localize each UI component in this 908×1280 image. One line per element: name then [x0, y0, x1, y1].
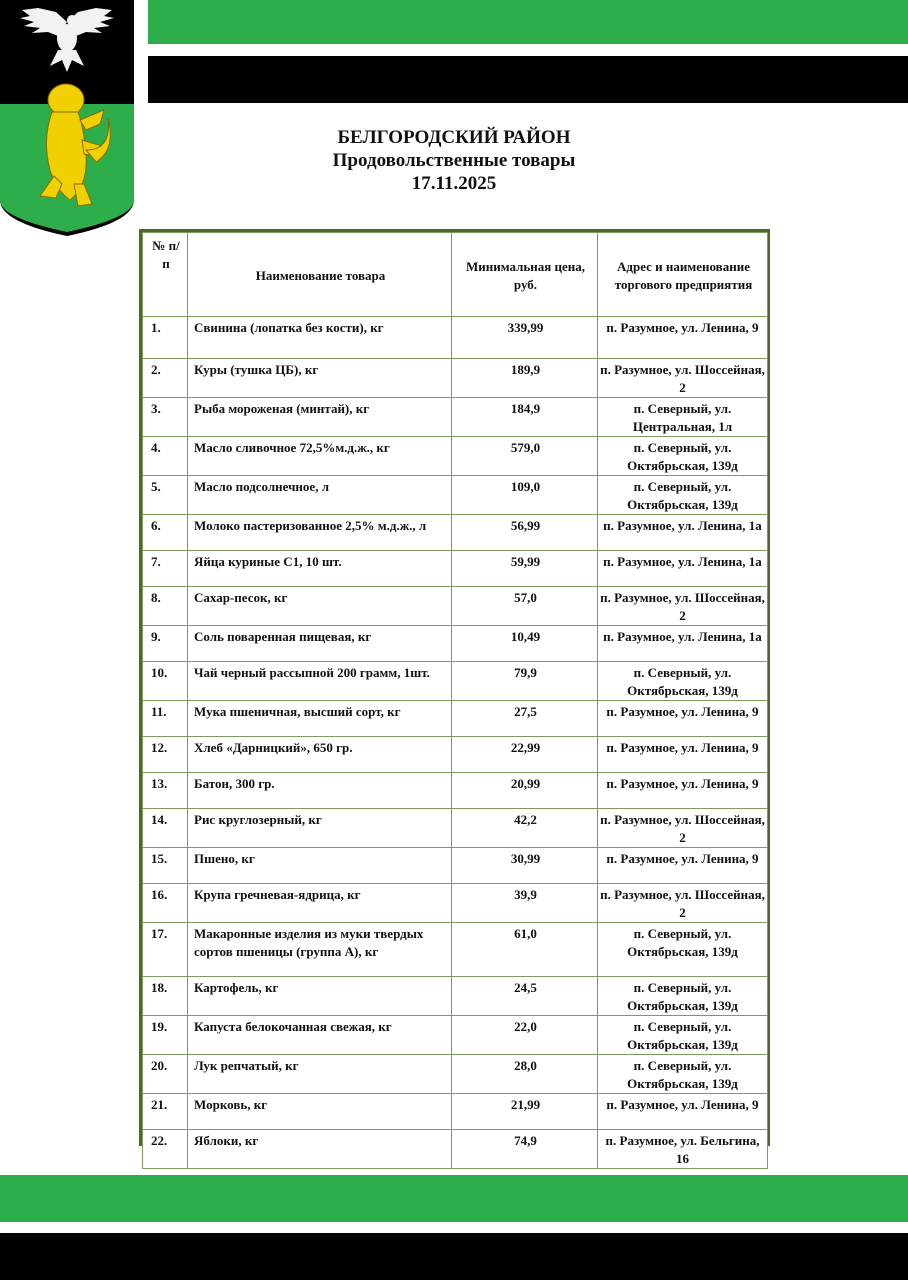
- table-row: [143, 737, 768, 773]
- product-name: Куры (тушка ЦБ), кг: [188, 359, 452, 398]
- bottom-black-band: [0, 1233, 908, 1280]
- table-row: [143, 662, 768, 701]
- product-name: Свинина (лопатка без кости), кг: [188, 317, 452, 359]
- table-row: [143, 809, 768, 848]
- row-number: 16.: [143, 884, 188, 923]
- row-number: 12.: [143, 737, 188, 773]
- store-address: п. Разумное, ул. Шоссейная, 2: [598, 587, 768, 626]
- product-name: Яблоки, кг: [188, 1130, 452, 1169]
- min-price: 42,2: [452, 809, 598, 848]
- store-address: п. Разумное, ул. Бельгина, 16: [598, 1130, 768, 1169]
- row-number: 10.: [143, 662, 188, 701]
- store-address: п. Разумное, ул. Ленина, 9: [598, 1094, 768, 1130]
- min-price: 39,9: [452, 884, 598, 923]
- price-table: [142, 232, 768, 1169]
- product-name: Батон, 300 гр.: [188, 773, 452, 809]
- min-price: 10,49: [452, 626, 598, 662]
- table-row: [143, 1094, 768, 1130]
- product-name: Лук репчатый, кг: [188, 1055, 452, 1094]
- row-number: 15.: [143, 848, 188, 884]
- store-address: п. Разумное, ул. Ленина, 1а: [598, 626, 768, 662]
- document-subtitle: Продовольственные товары: [332, 150, 576, 171]
- bottom-green-band: [0, 1175, 908, 1222]
- min-price: 579,0: [452, 437, 598, 476]
- min-price: 184,9: [452, 398, 598, 437]
- store-address: п. Северный, ул. Октябрьская, 139д: [598, 1055, 768, 1094]
- product-name: Мука пшеничная, высший сорт, кг: [188, 701, 452, 737]
- store-address: п. Северный, ул. Октябрьская, 139д: [598, 1016, 768, 1055]
- min-price: 79,9: [452, 662, 598, 701]
- product-name: Картофель, кг: [188, 977, 452, 1016]
- min-price: 22,99: [452, 737, 598, 773]
- min-price: 21,99: [452, 1094, 598, 1130]
- table-row: [143, 398, 768, 437]
- product-name: Макаронные изделия из муки твердых сортов пшеницы (группа А), кг: [188, 923, 452, 977]
- col-header-price: Минимальная цена, руб.: [452, 233, 598, 317]
- product-name: Чай черный рассыпной 200 грамм, 1шт.: [188, 662, 452, 701]
- row-number: 7.: [143, 551, 188, 587]
- product-name: Масло подсолнечное, л: [188, 476, 452, 515]
- table-row: [143, 1055, 768, 1094]
- store-address: п. Северный, ул. Октябрьская, 139д: [598, 437, 768, 476]
- product-name: Соль поваренная пищевая, кг: [188, 626, 452, 662]
- coat-of-arms-icon: [0, 0, 134, 236]
- min-price: 30,99: [452, 848, 598, 884]
- product-name: Хлеб «Дарницкий», 650 гр.: [188, 737, 452, 773]
- table-row: [143, 977, 768, 1016]
- document-date: 17.11.2025: [411, 173, 497, 194]
- min-price: 27,5: [452, 701, 598, 737]
- table-row: [143, 551, 768, 587]
- row-number: 2.: [143, 359, 188, 398]
- min-price: 24,5: [452, 977, 598, 1016]
- store-address: п. Разумное, ул. Ленина, 9: [598, 737, 768, 773]
- table-row: [143, 317, 768, 359]
- min-price: 109,0: [452, 476, 598, 515]
- table-row: [143, 515, 768, 551]
- row-number: 5.: [143, 476, 188, 515]
- table-row: [143, 1130, 768, 1169]
- min-price: 22,0: [452, 1016, 598, 1055]
- table-row: [143, 359, 768, 398]
- row-number: 11.: [143, 701, 188, 737]
- product-name: Пшено, кг: [188, 848, 452, 884]
- store-address: п. Разумное, ул. Шоссейная, 2: [598, 884, 768, 923]
- row-number: 9.: [143, 626, 188, 662]
- row-number: 3.: [143, 398, 188, 437]
- table-row: [143, 773, 768, 809]
- min-price: 20,99: [452, 773, 598, 809]
- row-number: 22.: [143, 1130, 188, 1169]
- row-number: 1.: [143, 317, 188, 359]
- table-row: [143, 701, 768, 737]
- min-price: 57,0: [452, 587, 598, 626]
- product-name: Капуста белокочанная свежая, кг: [188, 1016, 452, 1055]
- min-price: 61,0: [452, 923, 598, 977]
- store-address: п. Разумное, ул. Ленина, 9: [598, 848, 768, 884]
- store-address: п. Северный, ул. Октябрьская, 139д: [598, 662, 768, 701]
- row-number: 4.: [143, 437, 188, 476]
- store-address: п. Разумное, ул. Ленина, 9: [598, 773, 768, 809]
- product-name: Молоко пастеризованное 2,5% м.д.ж., л: [188, 515, 452, 551]
- table-row: [143, 923, 768, 977]
- row-number: 14.: [143, 809, 188, 848]
- store-address: п. Разумное, ул. Ленина, 1а: [598, 551, 768, 587]
- top-black-band: [148, 56, 908, 103]
- product-name: Рис круглозерный, кг: [188, 809, 452, 848]
- product-name: Сахар-песок, кг: [188, 587, 452, 626]
- product-name: Крупа гречневая-ядрица, кг: [188, 884, 452, 923]
- top-green-band: [148, 0, 908, 44]
- store-address: п. Разумное, ул. Шоссейная, 2: [598, 809, 768, 848]
- min-price: 74,9: [452, 1130, 598, 1169]
- table-header-row: [143, 233, 768, 317]
- product-name: Рыба мороженая (минтай), кг: [188, 398, 452, 437]
- product-name: Масло сливочное 72,5%м.д.ж., кг: [188, 437, 452, 476]
- table-row: [143, 884, 768, 923]
- table-row: [143, 437, 768, 476]
- col-header-address: Адрес и наименование торгового предприятия: [598, 233, 768, 317]
- row-number: 18.: [143, 977, 188, 1016]
- product-name: Яйца куриные С1, 10 шт.: [188, 551, 452, 587]
- table-row: [143, 626, 768, 662]
- store-address: п. Северный, ул. Октябрьская, 139д: [598, 476, 768, 515]
- store-address: п. Разумное, ул. Шоссейная, 2: [598, 359, 768, 398]
- min-price: 56,99: [452, 515, 598, 551]
- store-address: п. Разумное, ул. Ленина, 9: [598, 701, 768, 737]
- row-number: 8.: [143, 587, 188, 626]
- table-row: [143, 476, 768, 515]
- price-table-frame: [139, 229, 770, 1166]
- store-address: п. Разумное, ул. Ленина, 9: [598, 317, 768, 359]
- col-header-num: № п/п: [143, 233, 188, 317]
- district-title: БЕЛГОРОДСКИЙ РАЙОН: [337, 127, 571, 148]
- min-price: 339,99: [452, 317, 598, 359]
- store-address: п. Северный, ул. Октябрьская, 139д: [598, 923, 768, 977]
- row-number: 17.: [143, 923, 188, 977]
- table-row: [143, 1016, 768, 1055]
- table-row: [143, 587, 768, 626]
- row-number: 21.: [143, 1094, 188, 1130]
- row-number: 13.: [143, 773, 188, 809]
- row-number: 20.: [143, 1055, 188, 1094]
- table-row: [143, 848, 768, 884]
- document-header: [148, 126, 760, 195]
- row-number: 6.: [143, 515, 188, 551]
- store-address: п. Северный, ул. Центральная, 1л: [598, 398, 768, 437]
- min-price: 189,9: [452, 359, 598, 398]
- store-address: п. Северный, ул. Октябрьская, 139д: [598, 977, 768, 1016]
- store-address: п. Разумное, ул. Ленина, 1а: [598, 515, 768, 551]
- min-price: 59,99: [452, 551, 598, 587]
- row-number: 19.: [143, 1016, 188, 1055]
- min-price: 28,0: [452, 1055, 598, 1094]
- product-name: Морковь, кг: [188, 1094, 452, 1130]
- col-header-name: Наименование товара: [188, 233, 452, 317]
